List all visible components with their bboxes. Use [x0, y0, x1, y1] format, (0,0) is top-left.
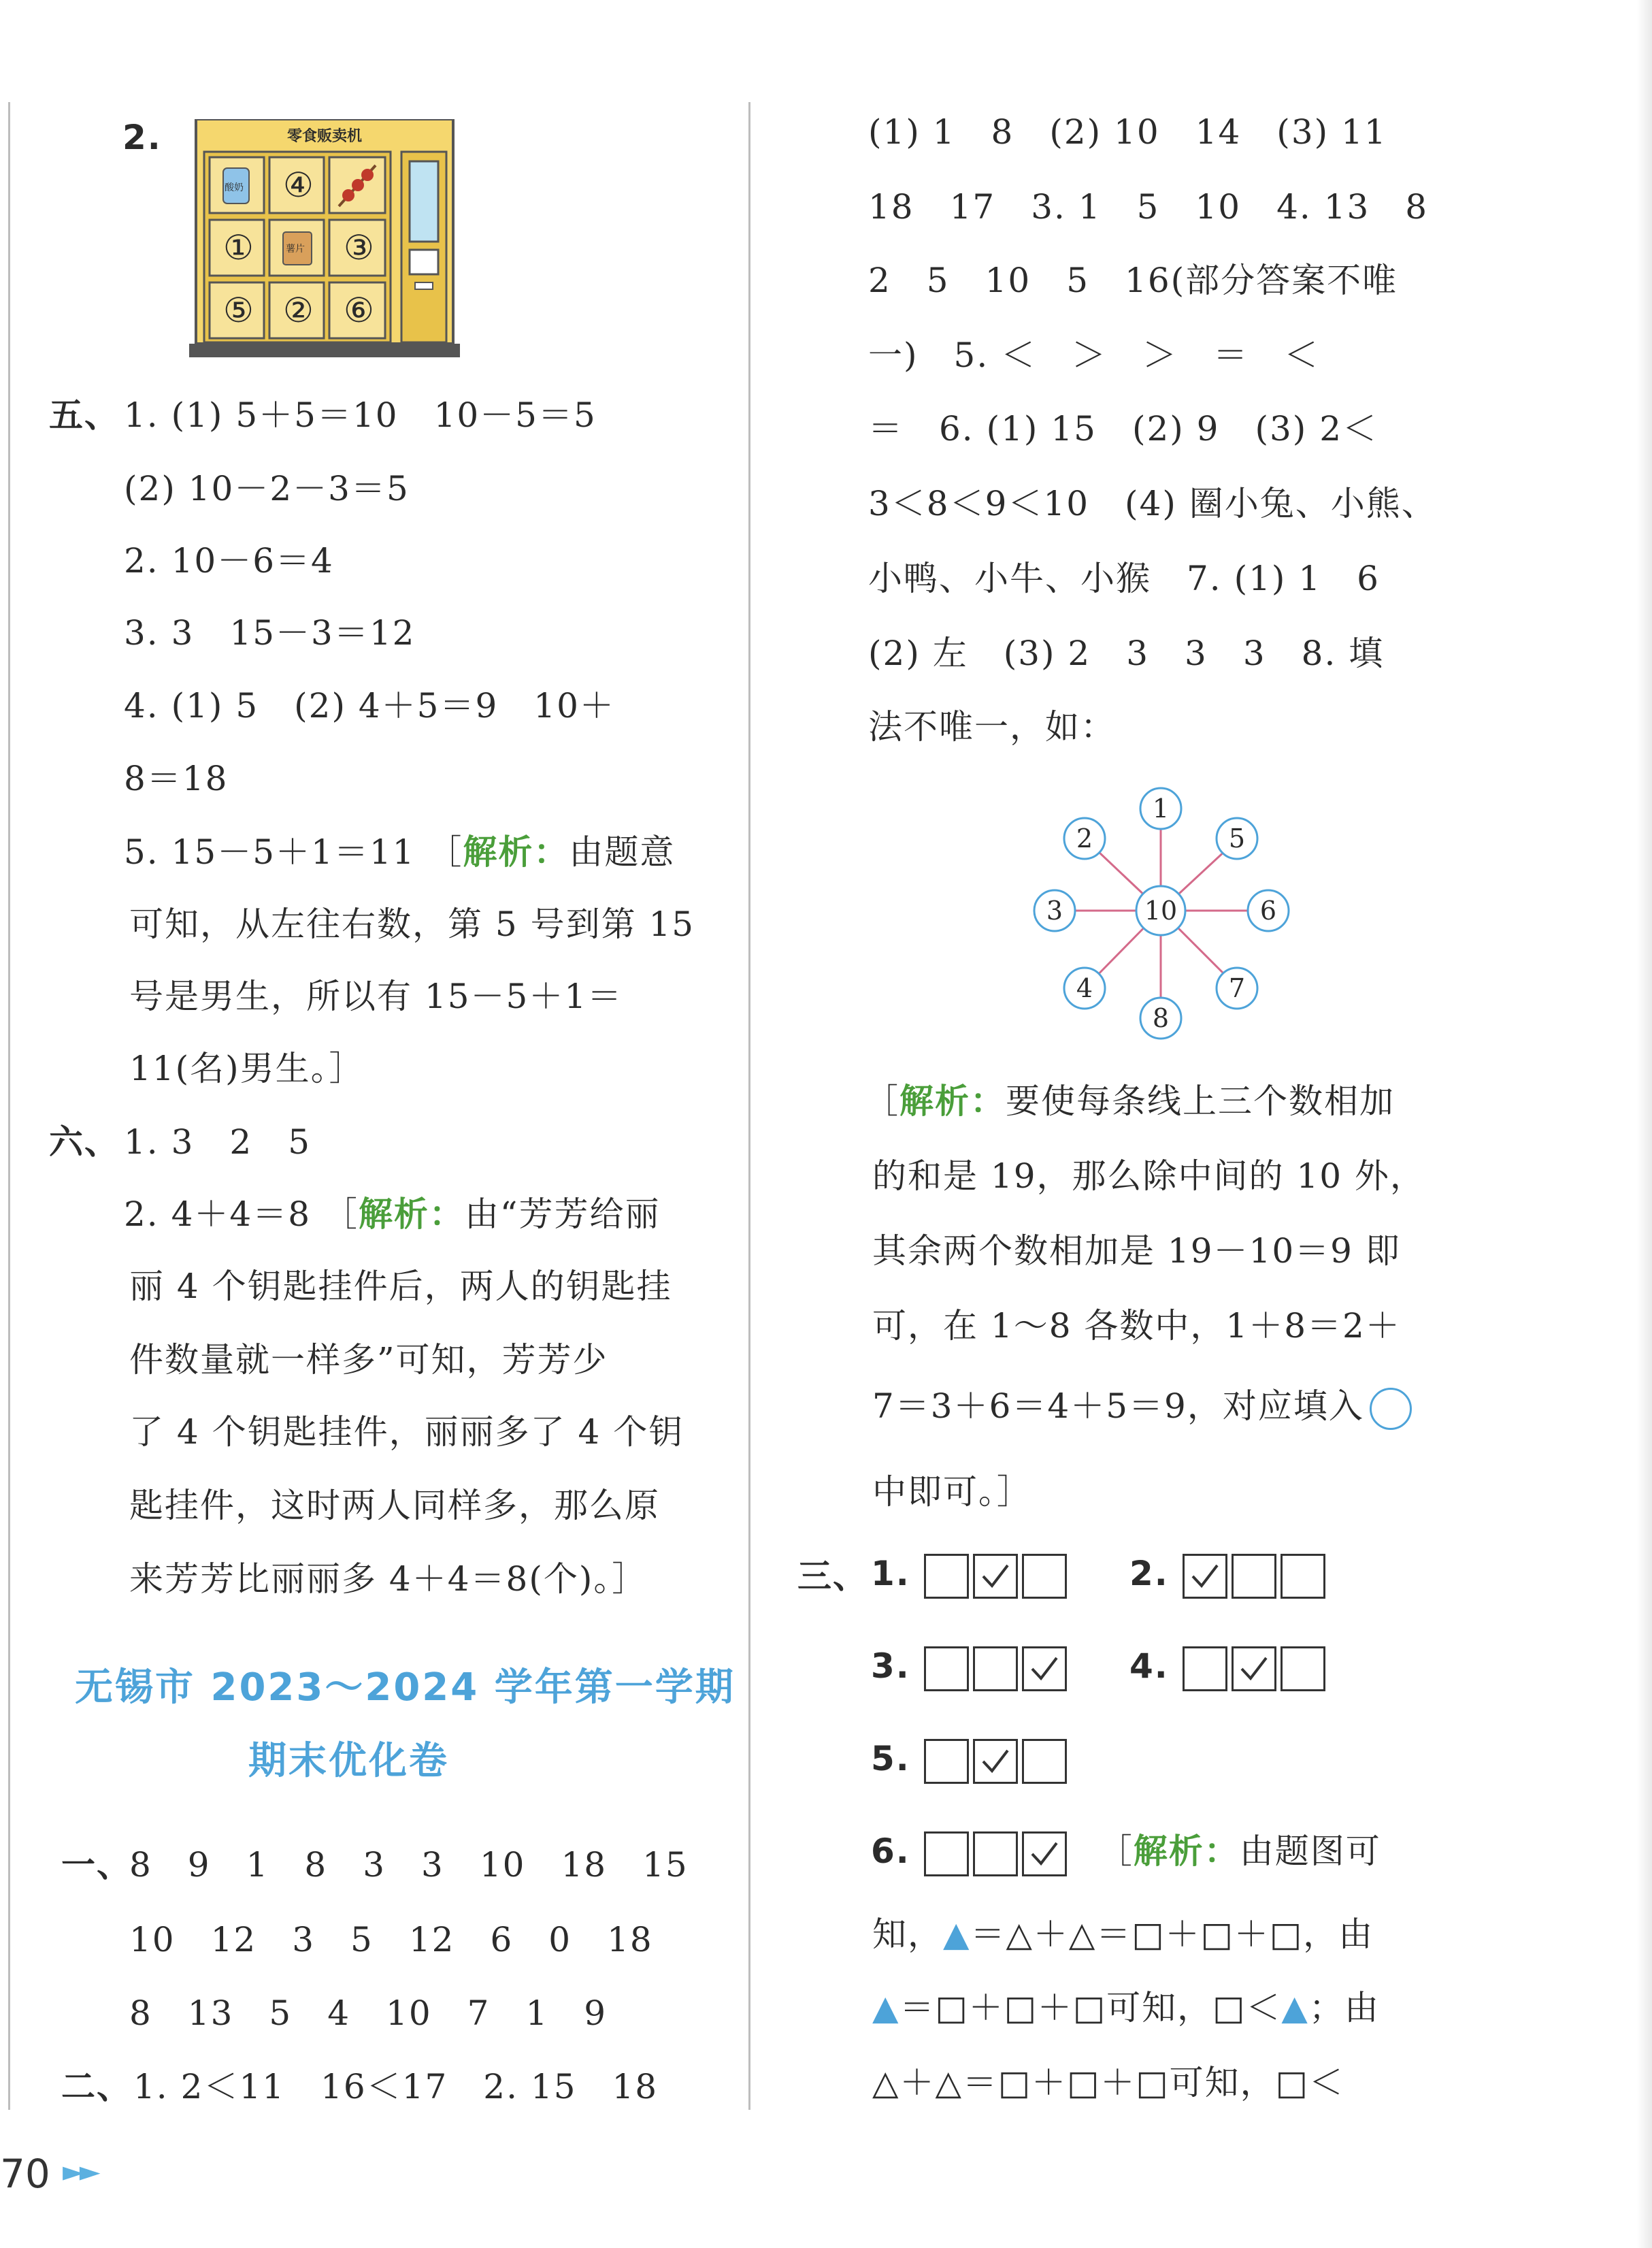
answer-boxes — [1183, 1554, 1329, 1599]
analysis-tag: 解析： — [1133, 1831, 1240, 1871]
right-analysis-line — [872, 1384, 1412, 1430]
empty-box — [1022, 1739, 1067, 1784]
q2-number: 2. — [122, 118, 162, 157]
s3-q3: 3. — [871, 1644, 1071, 1691]
s3-q4: 4. — [1129, 1644, 1329, 1691]
answer-boxes — [1183, 1646, 1329, 1691]
checkmark-icon — [979, 1745, 1012, 1778]
s3-analysis-line: △＋△＝□＋□＋□可知，□＜ — [872, 2063, 1344, 2102]
analysis-text: ［ — [1097, 1831, 1134, 1871]
empty-box — [973, 1831, 1018, 1876]
s5-line: 11(名)男生。］ — [129, 1049, 365, 1088]
analysis-text: ［ — [864, 1081, 899, 1121]
empty-box — [1022, 1554, 1067, 1599]
empty-box — [924, 1646, 969, 1691]
checkmark-icon — [1189, 1560, 1221, 1593]
s6-line: 丽 4 个钥匙挂件后，两人的钥匙挂 — [129, 1267, 672, 1306]
s6-line: 件数量就一样多”可知，芳芳少 — [129, 1340, 608, 1380]
section-3-label: 三、 — [797, 1557, 868, 1596]
answer-boxes — [924, 1831, 1071, 1876]
diagram-node: 8 — [1152, 1003, 1170, 1033]
right-line: (2) 左 (3) 2 3 3 3 8. 填 — [868, 634, 1385, 673]
s6-line: 了 4 个钥匙挂件，丽丽多了 4 个钥 — [129, 1412, 684, 1452]
s3-q5: 5. — [871, 1737, 1071, 1784]
s5-line: 8＝18 — [124, 759, 229, 798]
checked-box — [973, 1554, 1018, 1599]
checkmark-icon — [1238, 1652, 1270, 1685]
checkmark-icon — [1028, 1652, 1061, 1685]
vending-cell-label: ② — [283, 291, 314, 330]
s6-text: 2. 4＋4＝8 ［ — [124, 1194, 359, 1234]
right-line: 小鸭、小牛、小猴 7. (1) 1 6 — [868, 559, 1380, 598]
section-1-label: 一、 — [61, 1845, 132, 1885]
right-line: ＝ 6. (1) 15 (2) 9 (3) 2＜ — [868, 409, 1378, 449]
checkmark-icon — [979, 1560, 1012, 1593]
right-analysis-line — [864, 1079, 1395, 1123]
s5-line: 4. (1) 5 (2) 4＋5＝9 10＋ — [124, 686, 615, 726]
vending-cell-label: ⑥ — [344, 291, 374, 330]
s6-line: 来芳芳比丽丽多 4＋4＝8(个)。］ — [129, 1559, 648, 1599]
analysis-text: 7＝3＋6＝4＋5＝9，对应填入 — [872, 1386, 1364, 1426]
empty-box — [924, 1739, 969, 1784]
s5-line: (2) 10－2－3＝5 — [124, 469, 410, 508]
exam-subtitle: 期末优化卷 — [248, 1739, 449, 1783]
right-analysis-line: 可，在 1～8 各数中，1＋8＝2＋ — [872, 1306, 1401, 1346]
analysis-tag: 解析： — [358, 1194, 465, 1234]
section-2-label: 二、 — [61, 2067, 132, 2106]
vending-cell-label: ④ — [283, 165, 314, 205]
column-divider-left — [8, 102, 10, 2110]
checked-box — [973, 1739, 1018, 1784]
empty-box — [1281, 1554, 1325, 1599]
s3-q6: 6. ［解析：由题图可 — [871, 1829, 1381, 1876]
s6-line: 匙挂件，这时两人同样多，那么原 — [129, 1486, 660, 1525]
right-line: 一) 5. ＜ ＞ ＞ ＝ ＜ — [868, 336, 1320, 375]
s5-line: 2. 10－6＝4 — [124, 541, 334, 581]
s6-line — [124, 1192, 661, 1236]
vending-machine-title: 零食贩卖机 — [286, 127, 362, 145]
right-line: (1) 1 8 (2) 10 14 (3) 11 — [868, 112, 1387, 152]
empty-box — [924, 1831, 969, 1876]
chips-label: 薯片 — [286, 244, 305, 255]
analysis-tag: 解析： — [899, 1081, 1006, 1121]
filled-triangle-icon: ▲ — [1281, 1988, 1309, 2027]
answer-boxes — [924, 1646, 1071, 1691]
checked-box — [1183, 1554, 1227, 1599]
empty-box — [1281, 1646, 1325, 1691]
s6-line: 1. 3 2 5 — [124, 1122, 312, 1162]
s3-analysis-line — [872, 1912, 1374, 1956]
diagram-node: 5 — [1228, 824, 1246, 853]
page-edge-shadow — [1637, 0, 1652, 2248]
analysis-text: 由题图可 — [1239, 1831, 1381, 1871]
right-line: 法不唯一，如： — [868, 707, 1116, 747]
s2-line: 1. 2＜11 16＜17 2. 15 18 — [133, 2067, 659, 2106]
right-line: 18 17 3. 1 5 10 4. 13 8 — [868, 187, 1429, 227]
vending-cell-label: ⑤ — [223, 291, 254, 330]
s3-q2: 2. — [1129, 1552, 1329, 1599]
diagram-node: 6 — [1259, 896, 1277, 926]
empty-box — [924, 1554, 969, 1599]
right-analysis-line: 其余两个数相加是 19－10＝9 即 — [872, 1231, 1401, 1271]
s5-text: 由题意 — [569, 832, 676, 872]
exam-title: 无锡市 2023～2024 学年第一学期 — [75, 1665, 736, 1710]
checkmark-icon — [1028, 1838, 1061, 1870]
diagram-node: 4 — [1076, 973, 1093, 1003]
arrow-icon: ►► — [63, 2156, 97, 2187]
vending-cell-label: ① — [223, 228, 254, 267]
diagram-node: 2 — [1076, 824, 1093, 853]
number-star-diagram — [1018, 781, 1304, 1040]
milk-label: 酸奶 — [225, 182, 244, 193]
column-divider-middle — [748, 102, 750, 2110]
diagram-center: 10 — [1144, 896, 1178, 926]
s5-line: 3. 3 15－3＝12 — [124, 613, 416, 653]
diagram-node: 7 — [1228, 973, 1246, 1003]
s6-text: 由“芳芳给丽 — [464, 1194, 661, 1234]
vending-cell-label: ③ — [344, 228, 374, 267]
s5-text: 5. 15－5＋1＝11 ［ — [124, 832, 463, 872]
diagram-node: 1 — [1152, 794, 1170, 824]
page-number: 70 — [0, 2151, 50, 2197]
s5-line: 可知，从左往右数，第 5 号到第 15 — [129, 905, 695, 944]
checked-box — [1022, 1831, 1067, 1876]
answer-boxes — [924, 1739, 1071, 1784]
s5-line: 1. (1) 5＋5＝10 10－5＝5 — [124, 395, 597, 435]
section-5-label: 五、 — [49, 395, 120, 435]
right-analysis-line: 的和是 19，那么除中间的 10 外， — [872, 1156, 1425, 1196]
s5-line: 号是男生，所以有 15－5＋1＝ — [129, 977, 623, 1016]
s1-line: 10 12 3 5 12 6 0 18 — [129, 1920, 653, 1959]
analysis-text: ＝△＋△＝□＋□＋□，由 — [970, 1915, 1374, 1954]
answer-boxes — [924, 1554, 1071, 1599]
right-line: 2 5 10 5 16(部分答案不唯 — [868, 261, 1398, 300]
diagram-node: 3 — [1046, 896, 1063, 926]
filled-triangle-icon: ▲ — [872, 1988, 900, 2027]
empty-box — [1232, 1554, 1276, 1599]
right-line: 3＜8＜9＜10 (4) 圈小兔、小熊、 — [868, 484, 1437, 523]
analysis-text: 要使每条线上三个数相加 — [1006, 1081, 1395, 1121]
s5-line — [124, 830, 675, 874]
s3-q1: 1. — [871, 1552, 1071, 1599]
empty-box — [1183, 1646, 1227, 1691]
empty-box — [973, 1646, 1018, 1691]
circle-symbol — [1370, 1388, 1412, 1430]
analysis-tag: 解析： — [463, 832, 569, 872]
analysis-text: ＝□＋□＋□可知，□＜ — [899, 1988, 1282, 2027]
section-6-label: 六、 — [49, 1122, 120, 1162]
analysis-text: 知， — [872, 1915, 943, 1954]
s1-line: 8 13 5 4 10 7 1 9 — [129, 1993, 608, 2033]
s3-analysis-line — [872, 1986, 1380, 2030]
s1-line: 8 9 1 8 3 3 10 18 15 — [129, 1845, 689, 1885]
checked-box — [1232, 1646, 1276, 1691]
analysis-text: ；由 — [1308, 1988, 1380, 2027]
checked-box — [1022, 1646, 1067, 1691]
vending-machine-illustration — [185, 119, 464, 357]
right-analysis-line: 中即可。］ — [872, 1472, 1032, 1512]
filled-triangle-icon: ▲ — [943, 1915, 971, 1954]
